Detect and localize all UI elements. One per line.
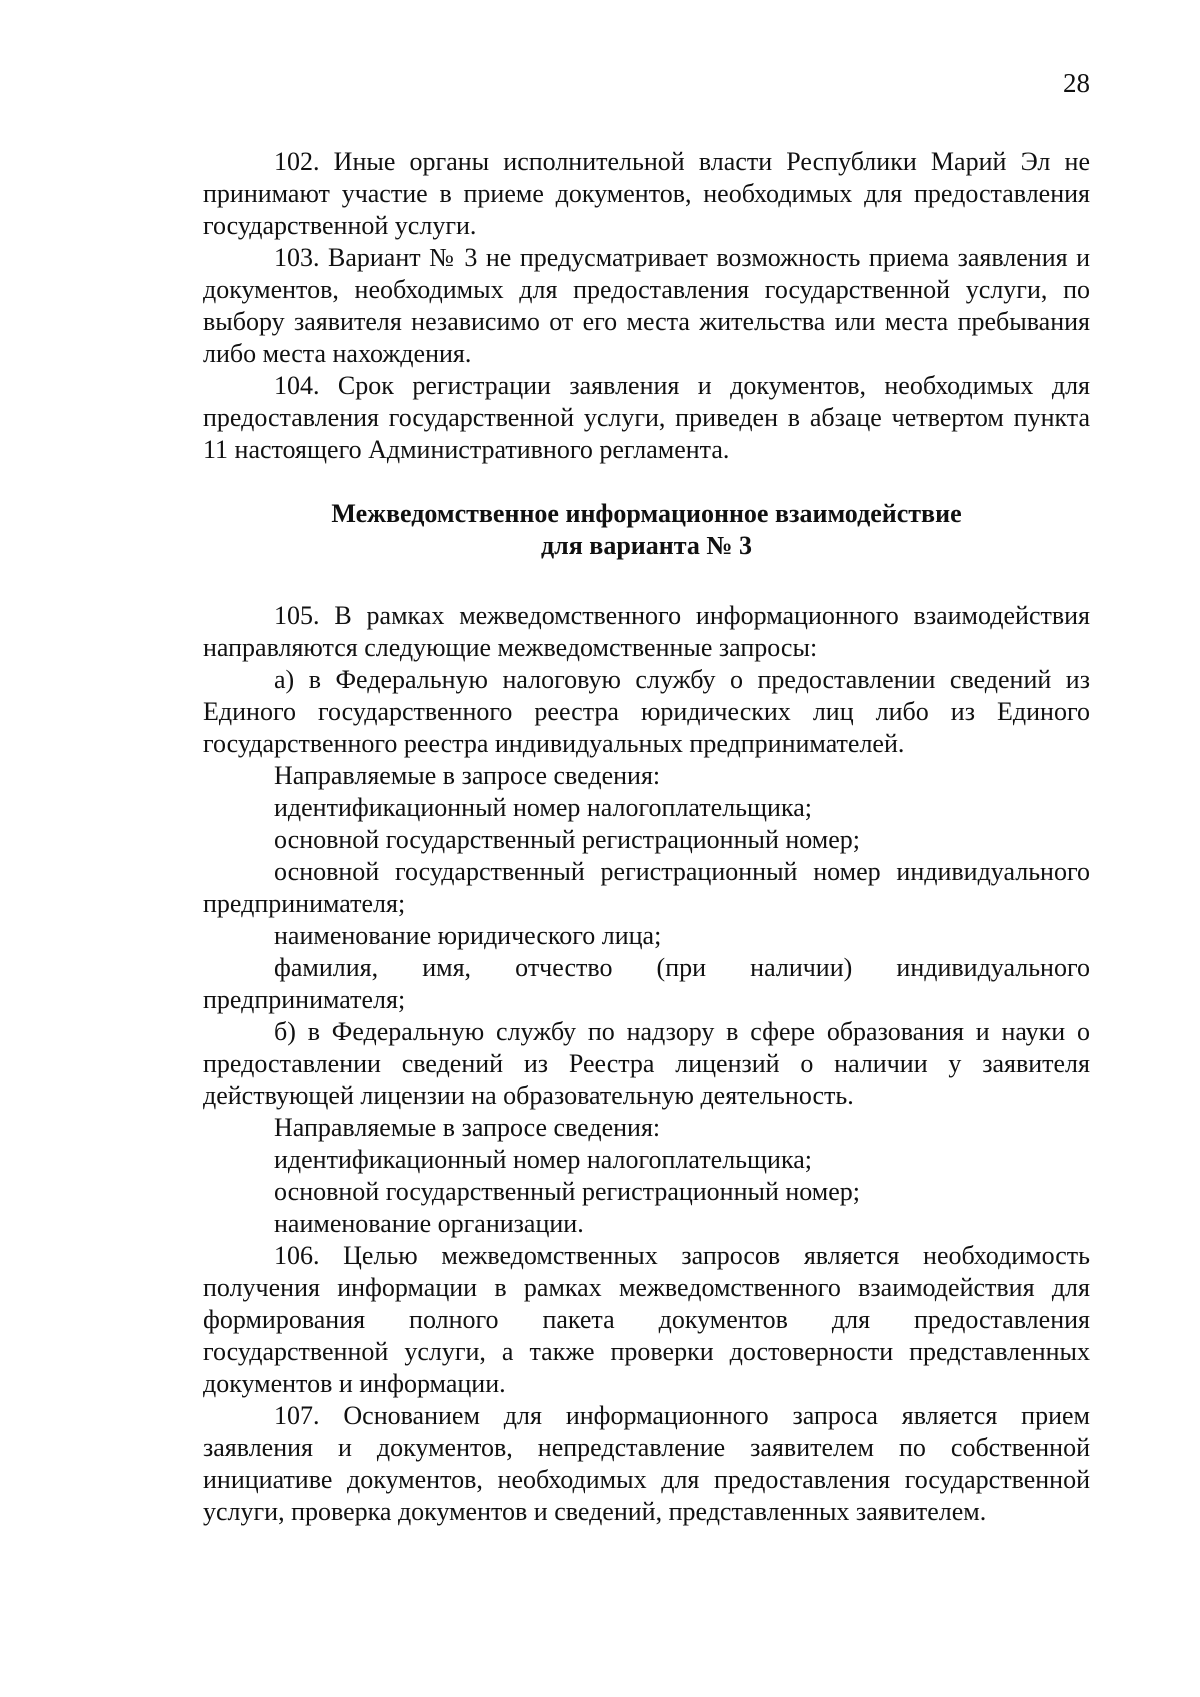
list-item: фамилия, имя, отчество (при наличии) индивидуального предпринимателя; [203, 953, 1090, 1014]
paragraph-103: 103. Вариант № 3 не предусматривает возможность приема заявления и документов, необходимых для предоставления государственной услуги, по выбору заявителя независимо от его места жительства или места пребывания либо места нахождения. [203, 243, 1090, 368]
paragraph-107: 107. Основанием для информационного запроса является прием заявления и документов, непредставление заявителем по собственной инициативе документов, необходимых для предоставления государственной услуги, проверка документов и сведений, представленных заявителем. [203, 1401, 1090, 1526]
list-item: идентификационный номер налогоплательщика; [274, 1145, 812, 1174]
paragraph-106: 106. Целью межведомственных запросов является необходимость получения информации в рамках межведомственного взаимодействия для формирования полного пакета документов для предоставления государственной услуги, а также проверки достоверности представленных документов и информации. [203, 1241, 1090, 1398]
list-item: основной государственный регистрационный номер индивидуального предпринимателя; [203, 857, 1090, 918]
list-item: основной государственный регистрационный номер; [274, 825, 861, 854]
paragraph-102: 102. Иные органы исполнительной власти Республики Марий Эл не принимают участие в приеме документов, необходимых для предоставления государственной услуги. [203, 147, 1090, 240]
section-heading-line-2: для варианта № 3 [541, 531, 752, 560]
list-item: наименование юридического лица; [274, 921, 662, 950]
section-heading-line-1: Межведомственное информационное взаимодействие [331, 499, 962, 528]
list-item: наименование организации. [274, 1209, 584, 1238]
paragraph-105: 105. В рамках межведомственного информационного взаимодействия направляются следующие межведомственные запросы: [203, 601, 1090, 662]
paragraph-105-a: а) в Федеральную налоговую службу о предоставлении сведений из Единого государственного реестра юридических лиц либо из Единого государственного реестра индивидуальных предпринимателей. [203, 665, 1090, 758]
page-number: 28 [1063, 68, 1090, 98]
list-item: основной государственный регистрационный номер; [274, 1177, 861, 1206]
list-heading-a: Направляемые в запросе сведения: [274, 761, 661, 790]
list-heading-b: Направляемые в запросе сведения: [274, 1113, 661, 1142]
section-heading [203, 498, 1090, 562]
list-item: идентификационный номер налогоплательщика; [274, 793, 812, 822]
paragraph-104: 104. Срок регистрации заявления и документов, необходимых для предоставления государственной услуги, приведен в абзаце четвертом пункта 11 настоящего Административного регламента. [203, 371, 1090, 464]
paragraph-105-b: б) в Федеральную службу по надзору в сфере образования и науки о предоставлении сведений из Реестра лицензий о наличии у заявителя действующей лицензии на образовательную деятельность. [203, 1017, 1090, 1110]
document-body [203, 146, 1090, 1528]
